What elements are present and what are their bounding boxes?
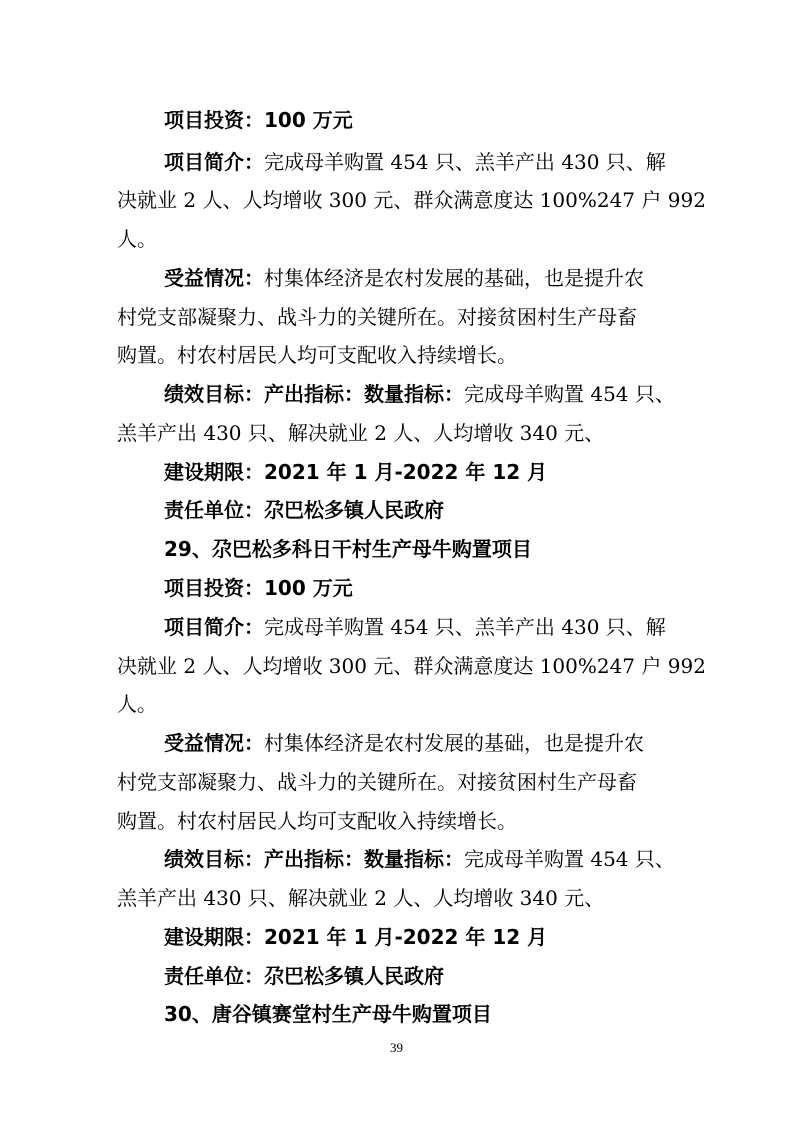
goal-line	[164, 380, 676, 408]
investment-label: 项目投资：	[164, 576, 264, 600]
benefit-line	[164, 729, 676, 757]
intro-text: 完成母羊购置 454 只、羔羊产出 430 只、解	[264, 615, 666, 639]
period-line: 建设期限：2021 年 1 月-2022 年 12 月	[164, 925, 548, 949]
responsible-line: 责任单位：尕巴松多镇人民政府	[164, 498, 444, 522]
intro-text: 完成母羊购置 454 只、羔羊产出 430 只、解	[264, 150, 666, 174]
intro-line	[164, 613, 676, 641]
benefit-line-3: 购置。村农村居民人均可支配收入持续增长。	[117, 809, 517, 833]
intro-line	[164, 148, 676, 176]
investment-value: 100 万元	[264, 576, 353, 600]
intro-line-2: 决就业 2 人、人均增收 300 元、群众满意度达 100%247 户 992	[117, 188, 706, 212]
goal-text: 完成母羊购置 454 只、	[464, 847, 675, 871]
intro-line-3: 人。	[117, 227, 157, 251]
investment-line	[164, 106, 676, 134]
goal-label: 绩效目标：产出指标：数量指标：	[164, 847, 464, 871]
section-heading-30: 30、唐谷镇赛堂村生产母牛购置项目	[164, 1002, 492, 1026]
investment-line	[164, 574, 676, 602]
benefit-line	[164, 264, 676, 292]
intro-line-2: 决就业 2 人、人均增收 300 元、群众满意度达 100%247 户 992	[117, 654, 706, 678]
benefit-text: 村集体经济是农村发展的基础，也是提升农	[264, 266, 644, 290]
investment-value: 100 万元	[264, 108, 353, 132]
goal-label: 绩效目标：产出指标：数量指标：	[164, 382, 464, 406]
benefit-label: 受益情况：	[164, 731, 264, 755]
goal-text: 完成母羊购置 454 只、	[464, 382, 675, 406]
goal-line-2: 羔羊产出 430 只、解决就业 2 人、人均增收 340 元、	[117, 886, 605, 910]
benefit-text: 村集体经济是农村发展的基础，也是提升农	[264, 731, 644, 755]
benefit-line-3: 购置。村农村居民人均可支配收入持续增长。	[117, 343, 517, 367]
goal-line	[164, 845, 676, 873]
page-number: 39	[390, 1040, 403, 1055]
intro-label: 项目简介：	[164, 150, 264, 174]
benefit-label: 受益情况：	[164, 266, 264, 290]
section-heading-29: 29、尕巴松多科日干村生产母牛购置项目	[164, 537, 532, 561]
responsible-line: 责任单位：尕巴松多镇人民政府	[164, 964, 444, 988]
period-line: 建设期限：2021 年 1 月-2022 年 12 月	[164, 460, 548, 484]
goal-line-2: 羔羊产出 430 只、解决就业 2 人、人均增收 340 元、	[117, 421, 605, 445]
intro-line-3: 人。	[117, 692, 157, 716]
investment-label: 项目投资：	[164, 108, 264, 132]
intro-label: 项目简介：	[164, 615, 264, 639]
benefit-line-2: 村党支部凝聚力、战斗力的关键所在。对接贫困村生产母畜	[117, 770, 637, 794]
benefit-line-2: 村党支部凝聚力、战斗力的关键所在。对接贫困村生产母畜	[117, 305, 637, 329]
